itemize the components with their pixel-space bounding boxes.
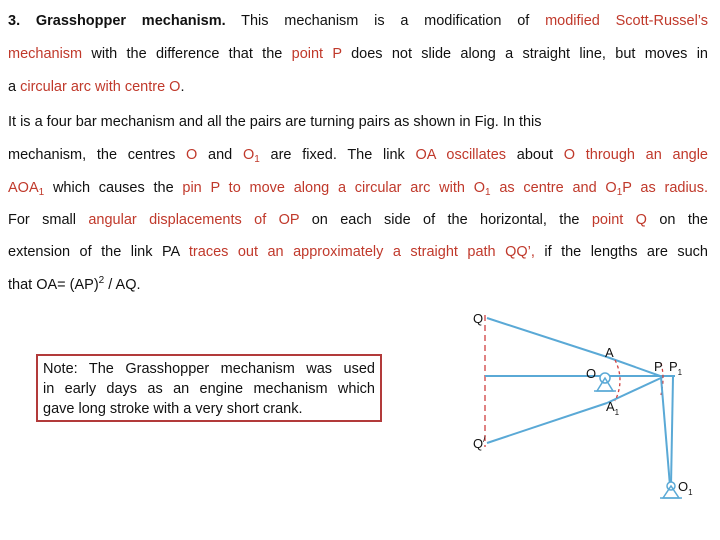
label-P1: $P_1$ bbox=[669, 359, 683, 377]
p2-line-6: that OA= (AP)$^2$ / AQ. bbox=[8, 275, 141, 293]
label-Q: Q bbox=[473, 311, 484, 326]
p2-line-5: extension of the link PA traces out an approximately a straight path QQ’, if the lengths are such bbox=[8, 244, 708, 260]
note-line-3: gave long stroke with a very short crank. bbox=[43, 401, 303, 417]
p1-line-2: mechanism with the difference that the point P does not slide along a straight line, but moves in bbox=[8, 46, 708, 62]
label-A1: $A_1$ bbox=[606, 399, 620, 417]
label-A: A bbox=[605, 345, 614, 360]
link-O1P bbox=[661, 377, 670, 486]
link-Q1A1 bbox=[487, 403, 607, 443]
p2-line-1: It is a four bar mechanism and all the pairs are turning pairs as shown in Fig. In this bbox=[8, 114, 542, 130]
link-O1P1 bbox=[671, 377, 673, 486]
section-heading: 3. Grasshopper mechanism. bbox=[8, 13, 226, 29]
note-line-1: Note: The Grasshopper mechanism was used bbox=[43, 361, 375, 377]
note-line-2: in early days as an engine mechanism which bbox=[43, 381, 375, 397]
p1-line-3: a circular arc with centre O. bbox=[8, 79, 185, 95]
label-O1: $O_1$ bbox=[678, 479, 693, 497]
label-P: P bbox=[654, 359, 663, 374]
p2-line-2: mechanism, the centres O and $O_1$ are fixed. The link OA oscillates about O through an angle bbox=[8, 147, 708, 165]
label-Q-prime: Q/ bbox=[473, 435, 486, 451]
label-O: O bbox=[586, 366, 597, 381]
crank-arc bbox=[615, 360, 620, 401]
p2-line-3: $AOA_1$ which causes the pin P to move along a circular arc with $O_1$ as centre and $O_1P$ as radius. bbox=[8, 180, 709, 198]
link-A1P bbox=[607, 377, 663, 403]
note-box bbox=[36, 354, 382, 422]
p2-line-4: For small angular displacements of OP on each side of the horizontal, the point Q on the bbox=[8, 212, 708, 228]
p1-line-1: 3. Grasshopper mechanism. This mechanism is a modification of modified Scott-Russel’s bbox=[8, 13, 709, 29]
grasshopper-mechanism-figure bbox=[465, 305, 700, 505]
link-QA bbox=[487, 318, 607, 357]
